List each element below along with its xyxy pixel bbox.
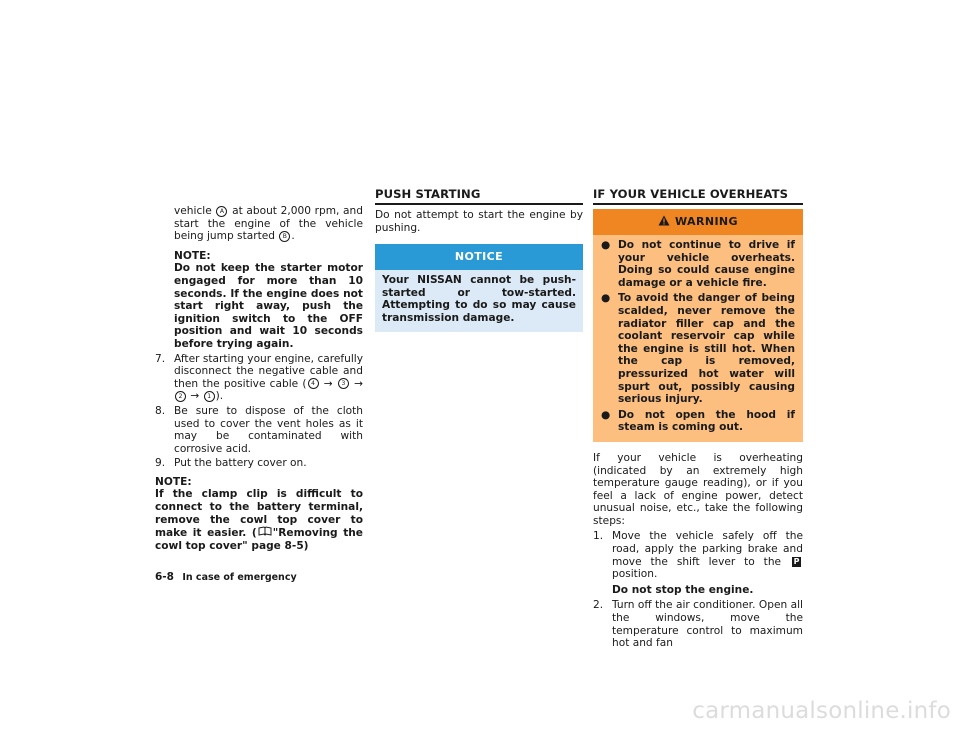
step-7 [155,353,363,403]
cont-text-a: vehicle [174,205,212,217]
callout-circle-a: A [216,206,227,217]
callout-circle-1: 1 [204,391,215,402]
step-1-text [612,530,803,580]
step-9 [155,457,363,470]
step-9-text: Put the battery cover on. [174,457,307,470]
warning-triangle-icon [658,215,670,230]
warning-item [599,292,795,405]
ref-open: ( [251,527,257,540]
warning-header [593,209,803,235]
cross-reference-link[interactable]: "Removing the cowl top cover" page 8-5) [155,527,363,552]
continued-step-text [155,205,363,243]
section-heading: PUSH STARTING [375,187,583,205]
book-reference-icon [258,526,272,540]
callout-circle-4: 4 [308,378,319,389]
overheat-intro: If your vehicle is overheating (indicated by an extremely high temperature gauge reading), or if you feel a lack of engine power, detect unusual noise, etc., take the following steps: [593,451,803,527]
warning-item [599,239,795,289]
cont-text-b: at about 2,000 rpm, and start the engine of the vehicle being jump started [174,205,363,243]
callout-circle-b: B [279,231,290,242]
callout-circle-2: 2 [175,391,186,402]
bullet: ● [601,292,611,305]
arrow: → [190,390,200,403]
notice-title: NOTICE [375,244,583,270]
bullet: ● [601,239,611,251]
section-heading: IF YOUR VEHICLE OVERHEATS [593,187,803,205]
step-1-note: Do not stop the engine. [612,583,754,596]
step-8-text: Be sure to dispose of the cloth used to cover the vent holes as it may be contaminated with corrosive acid. [174,404,363,455]
page-footer [155,571,297,584]
step-7-text [174,353,363,403]
column-middle [375,187,583,332]
warning-title: WARNING [675,214,738,228]
step-number: 2. [593,599,604,612]
step-2-text: Turn off the air conditioner. Open all the windows, move the temperature control to maximum hot and fan [612,599,803,650]
step-number: 8. [155,404,166,417]
step-7-body: After starting your engine, carefully disconnect the negative cable and then the positive cable ( [174,352,363,390]
column-right [593,187,803,650]
step-1 [593,530,803,580]
column-left [155,187,363,552]
warning-item [599,409,795,434]
note-text [155,488,363,552]
step-number: 1. [593,530,604,543]
warning-item-text: Do not open the hood if steam is coming out. [618,408,795,434]
arrow: → [323,377,333,390]
cont-text-end: . [291,230,295,243]
warning-body [593,235,803,442]
step-number: 7. [155,352,166,365]
warning-item-text: To avoid the danger of being scalded, never remove the radiator filler cap and the coolant reservoir cap while the engine is still hot. When the cap is removed, pressurized hot water will spurt out, possibly causing serious injury. [618,292,795,406]
watermark: carmanualsonline.info [692,698,951,724]
note-2-body: If the clamp clip is difficult to connect to the battery terminal, remove the cowl top cover to make it easier. [155,488,363,540]
page-number: 6-8 [155,571,174,583]
section-name: In case of emergency [182,572,297,583]
notice-box [375,244,583,331]
callout-circle-3: 3 [338,378,349,389]
warning-box [593,209,803,442]
step-2 [593,599,803,649]
step-8 [155,405,363,455]
step-1-end: position. [612,568,658,581]
step-number: 9. [155,457,166,470]
push-start-intro: Do not attempt to start the engine by pushing. [375,209,583,234]
bullet: ● [601,408,611,421]
note-text: Do not keep the starter motor engaged for more than 10 seconds. If the engine does not start right away, push the ignition switch to the OFF position and wait 10 seconds before trying again. [174,262,363,350]
note-label: NOTE: [174,249,211,262]
step-7-end: ). [215,390,224,403]
note-label: NOTE: [155,475,192,488]
warning-item-text: Do not continue to drive if your vehicle overheats. Doing so could cause engine damage or a vehicle fire. [618,239,795,289]
notice-text: Your NISSAN cannot be push-started or tow-started. Attempting to do so may cause transmission damage. [375,270,583,331]
park-position-icon: P [793,556,800,566]
step-1-body: Move the vehicle safely off the road, apply the parking brake and move the shift lever to the [612,530,803,568]
arrow: → [354,377,363,390]
